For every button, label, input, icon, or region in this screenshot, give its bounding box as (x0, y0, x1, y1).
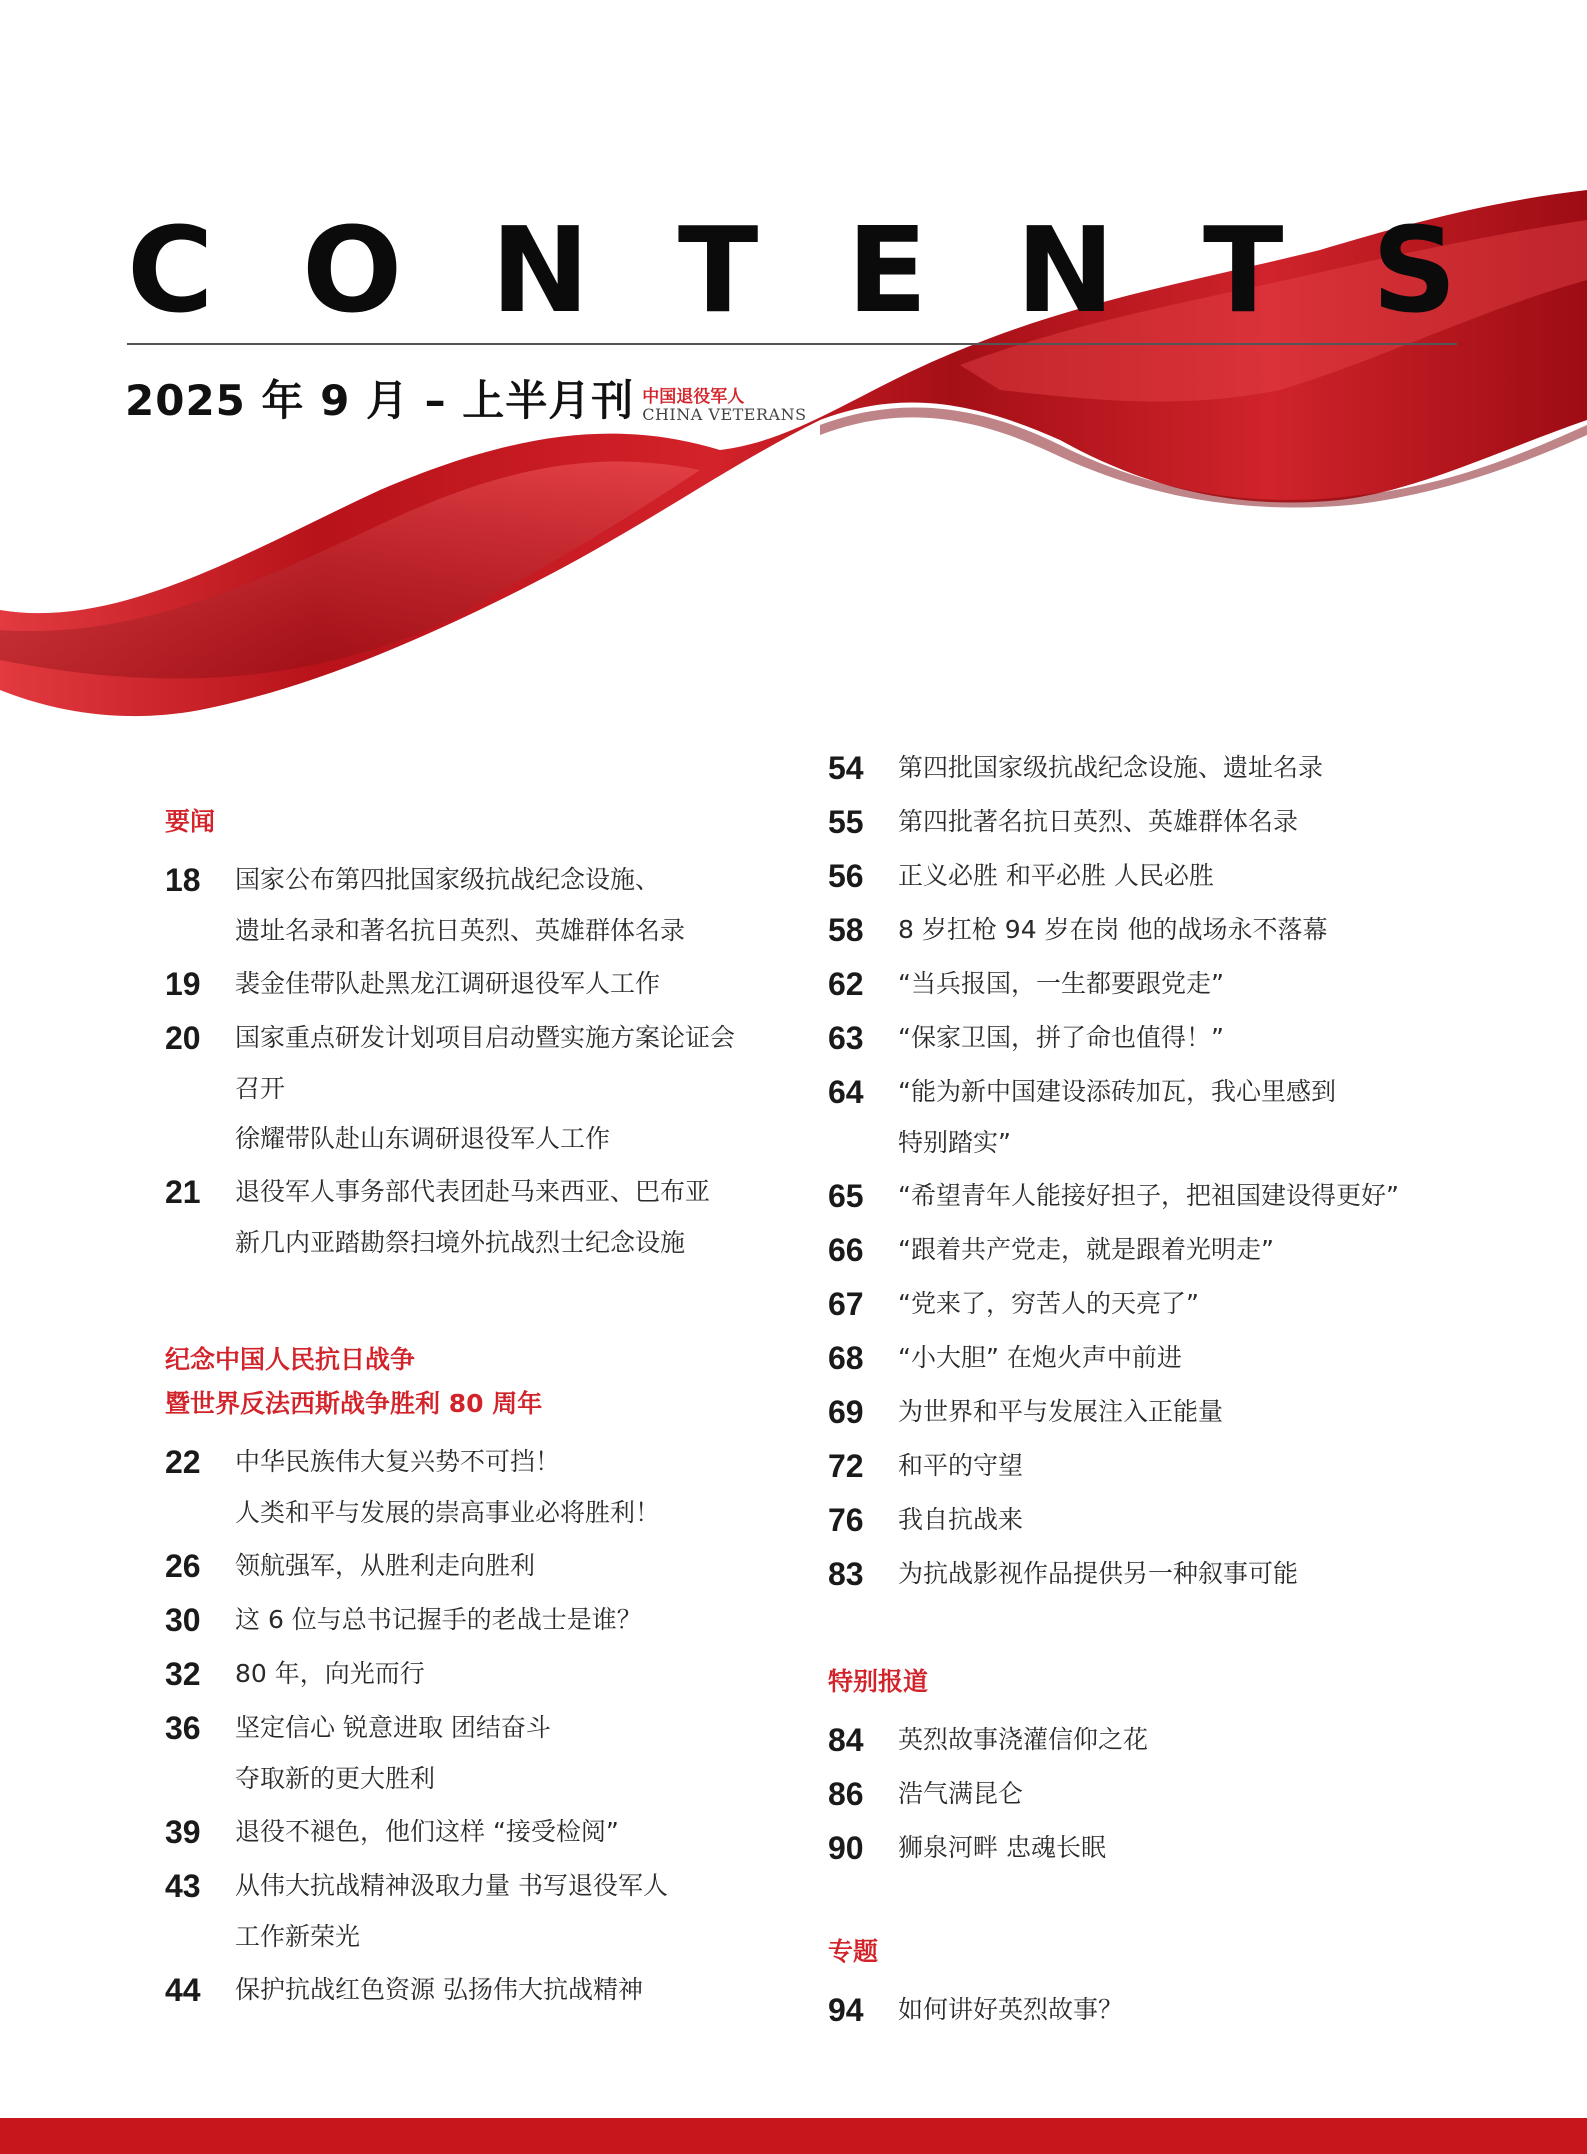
magazine-logo (642, 388, 806, 424)
toc-entry[interactable] (828, 1224, 1468, 1276)
entry-title-line: “保家卫国，拼了命也值得！” (898, 1023, 1224, 1052)
entry-title (898, 1768, 1468, 1820)
toc-entry[interactable] (165, 1702, 805, 1804)
entry-title-line: 为世界和平与发展注入正能量 (898, 1397, 1224, 1426)
page-number: 65 (828, 1178, 864, 1214)
toc-entry[interactable] (828, 1332, 1468, 1384)
page-number: 21 (165, 1174, 201, 1210)
toc-entry[interactable] (828, 1548, 1468, 1600)
title-letter: T (677, 201, 759, 339)
toc-entry[interactable] (828, 1984, 1468, 2036)
page-number: 72 (828, 1448, 864, 1484)
entry-title-line: 正义必胜 和平必胜 人民必胜 (898, 861, 1214, 890)
bottom-bar (0, 2118, 1587, 2154)
title-letter: E (846, 201, 928, 339)
entry-title (898, 1714, 1468, 1766)
toc-entry[interactable] (828, 1278, 1468, 1330)
entry-title (898, 1984, 1468, 2036)
entry-title (235, 958, 805, 1010)
entry-title (898, 1066, 1468, 1168)
page-number: 67 (828, 1286, 864, 1322)
entry-title (898, 1386, 1468, 1438)
entry-title (235, 1012, 805, 1164)
toc-entry[interactable] (828, 742, 1468, 794)
entry-title-line: 国家公布第四批国家级抗战纪念设施、 (235, 865, 661, 894)
toc-entry[interactable] (828, 796, 1468, 848)
entry-title-line: 从伟大抗战精神汲取力量 书写退役军人 (235, 1871, 668, 1900)
entry-title (898, 1332, 1468, 1384)
entry-title-line: 第四批国家级抗战纪念设施、遗址名录 (898, 753, 1324, 782)
toc-entry[interactable] (165, 1860, 805, 1962)
page-number: 36 (165, 1710, 201, 1746)
entry-title-line: 这 6 位与总书记握手的老战士是谁？ (235, 1605, 642, 1634)
entry-title-line: “党来了，穷苦人的天亮了” (898, 1289, 1199, 1318)
issue-date: 2025 年 9 月 – 上半月刊 (125, 376, 635, 425)
entry-title-line: 退役不褪色，他们这样 “接受检阅” (235, 1817, 619, 1846)
page-number: 39 (165, 1814, 201, 1850)
title-letter: T (1203, 201, 1284, 339)
entry-title (898, 1170, 1468, 1222)
toc-entry[interactable] (828, 1714, 1468, 1766)
toc-entry[interactable] (828, 1386, 1468, 1438)
page-number: 66 (828, 1232, 864, 1268)
page-number: 26 (165, 1548, 201, 1584)
page-number: 22 (165, 1444, 201, 1480)
title-divider (127, 343, 1457, 345)
page-number: 94 (828, 1992, 864, 2028)
entry-title (898, 1012, 1468, 1064)
toc-entry[interactable] (828, 958, 1468, 1010)
entry-title (898, 796, 1468, 848)
brand-en: CHINA VETERANS (642, 405, 807, 425)
entry-title-line: 浩气满昆仑 (898, 1779, 1024, 1808)
toc-entry[interactable] (165, 1806, 805, 1858)
page-number: 56 (828, 858, 864, 894)
entry-title (898, 1278, 1468, 1330)
title-letter: S (1371, 201, 1457, 339)
toc-section (828, 742, 1468, 1600)
entry-title (235, 1702, 805, 1804)
entry-title-line: “能为新中国建设添砖加瓦，我心里感到 (898, 1077, 1336, 1106)
entry-title-line: 遗址名录和著名抗日英烈、英雄群体名录 (235, 916, 686, 945)
section-heading: 专题 (828, 1937, 879, 1966)
entry-title (898, 850, 1468, 902)
entry-title-line: 裴金佳带队赴黑龙江调研退役军人工作 (235, 969, 661, 998)
entry-title-line: “跟着共产党走，就是跟着光明走” (898, 1235, 1274, 1264)
entry-title (235, 1594, 805, 1646)
entry-title-line: 夺取新的更大胜利 (235, 1764, 436, 1793)
entry-title-line: 第四批著名抗日英烈、英雄群体名录 (898, 807, 1299, 836)
page-number: 58 (828, 912, 864, 948)
page-number: 69 (828, 1394, 864, 1430)
section-heading: 纪念中国人民抗日战争 (165, 1345, 416, 1374)
entry-title-line: 8 岁扛枪 94 岁在岗 他的战场永不落幕 (898, 915, 1328, 944)
toc-entry[interactable] (165, 1436, 805, 1538)
toc-entry[interactable] (828, 1170, 1468, 1222)
right-column (828, 742, 1468, 2038)
toc-entry[interactable] (828, 904, 1468, 956)
entry-title-line: “小大胆” 在炮火声中前进 (898, 1343, 1182, 1372)
toc-section (165, 800, 805, 1268)
toc-entry[interactable] (828, 1440, 1468, 1492)
entry-title (235, 1806, 805, 1858)
section-heading: 要闻 (165, 807, 216, 836)
entry-title-line: 国家重点研发计划项目启动暨实施方案论证会 (235, 1023, 736, 1052)
page-number: 68 (828, 1340, 864, 1376)
entry-title (235, 1540, 805, 1592)
entry-title-line: 人类和平与发展的崇高事业必将胜利！ (235, 1498, 661, 1527)
toc-entry[interactable] (828, 1822, 1468, 1874)
entry-title-line: 退役军人事务部代表团赴马来西亚、巴布亚 (235, 1177, 711, 1206)
toc-section (828, 1930, 1468, 2036)
toc-section (165, 1338, 805, 2016)
entry-title-line: 徐耀带队赴山东调研退役军人工作 (235, 1124, 611, 1153)
toc-entry[interactable] (165, 1964, 805, 2016)
page-number: 86 (828, 1776, 864, 1812)
entry-title (235, 1860, 805, 1962)
page-number: 44 (165, 1972, 201, 2008)
toc-section (828, 1660, 1468, 1874)
toc-entry[interactable] (165, 1648, 805, 1700)
entry-title (898, 742, 1468, 794)
toc-entry[interactable] (165, 854, 805, 956)
entry-title (898, 1224, 1468, 1276)
page-number: 83 (828, 1556, 864, 1592)
entry-title-line: 和平的守望 (898, 1451, 1024, 1480)
page-number: 62 (828, 966, 864, 1002)
entry-title (235, 854, 805, 956)
entry-title-line: “当兵报国，一生都要跟党走” (898, 969, 1224, 998)
entry-title-line: 坚定信心 锐意进取 团结奋斗 (235, 1713, 551, 1742)
page-number: 18 (165, 862, 201, 898)
entry-title-line: 80 年，向光而行 (235, 1659, 425, 1688)
toc-entry[interactable] (828, 1012, 1468, 1064)
toc-entry[interactable] (165, 1594, 805, 1646)
toc-entry[interactable] (828, 1494, 1468, 1546)
entry-title (235, 1166, 805, 1268)
toc-entry[interactable] (828, 850, 1468, 902)
entry-title (898, 1440, 1468, 1492)
page-number: 30 (165, 1602, 201, 1638)
entry-title-line: 保护抗战红色资源 弘扬伟大抗战精神 (235, 1975, 643, 2004)
page-number: 43 (165, 1868, 201, 1904)
toc-entry[interactable] (165, 958, 805, 1010)
toc-entry[interactable] (828, 1066, 1468, 1168)
entry-title (898, 1494, 1468, 1546)
section-heading: 暨世界反法西斯战争胜利 80 周年 (165, 1389, 543, 1418)
entry-title-line: 如何讲好英烈故事？ (898, 1995, 1124, 2024)
entry-title (898, 1548, 1468, 1600)
entry-title (898, 904, 1468, 956)
entry-title-line: “希望青年人能接好担子，把祖国建设得更好” (898, 1181, 1399, 1210)
entry-title-line: 狮泉河畔 忠魂长眠 (898, 1833, 1106, 1862)
page-number: 54 (828, 750, 864, 786)
page-number: 90 (828, 1830, 864, 1866)
left-column (165, 800, 805, 2018)
entry-title (898, 1822, 1468, 1874)
contents-title (127, 201, 1457, 339)
entry-title (235, 1648, 805, 1700)
page-number: 55 (828, 804, 864, 840)
entry-title (235, 1436, 805, 1538)
page-number: 20 (165, 1020, 201, 1056)
page-number: 84 (828, 1722, 864, 1758)
page-number: 32 (165, 1656, 201, 1692)
toc-entry[interactable] (165, 1012, 805, 1164)
entry-title-line: 新几内亚踏勘祭扫境外抗战烈士纪念设施 (235, 1228, 686, 1257)
toc-entry[interactable] (165, 1166, 805, 1268)
entry-title-line: 中华民族伟大复兴势不可挡！ (235, 1447, 561, 1476)
entry-title-line: 特别踏实” (898, 1128, 1011, 1157)
issue-info (125, 368, 807, 428)
page-number: 63 (828, 1020, 864, 1056)
title-letter: O (302, 201, 403, 339)
entry-title-line: 我自抗战来 (898, 1505, 1024, 1534)
page-number: 19 (165, 966, 201, 1002)
entry-title-line: 领航强军，从胜利走向胜利 (235, 1551, 536, 1580)
page-number: 76 (828, 1502, 864, 1538)
page-number: 64 (828, 1074, 864, 1110)
entry-title-line: 工作新荣光 (235, 1922, 361, 1951)
brand-cn: 中国退役军人 (642, 386, 745, 407)
section-heading: 特别报道 (828, 1667, 929, 1696)
entry-title-line: 召开 (235, 1074, 286, 1103)
entry-title-line: 英烈故事浇灌信仰之花 (898, 1725, 1149, 1754)
title-letter: N (490, 201, 590, 339)
title-letter: N (1015, 201, 1115, 339)
toc-entry[interactable] (165, 1540, 805, 1592)
title-letter: C (127, 201, 214, 339)
entry-title (898, 958, 1468, 1010)
toc-entry[interactable] (828, 1768, 1468, 1820)
entry-title-line: 为抗战影视作品提供另一种叙事可能 (898, 1559, 1299, 1588)
entry-title (235, 1964, 805, 2016)
